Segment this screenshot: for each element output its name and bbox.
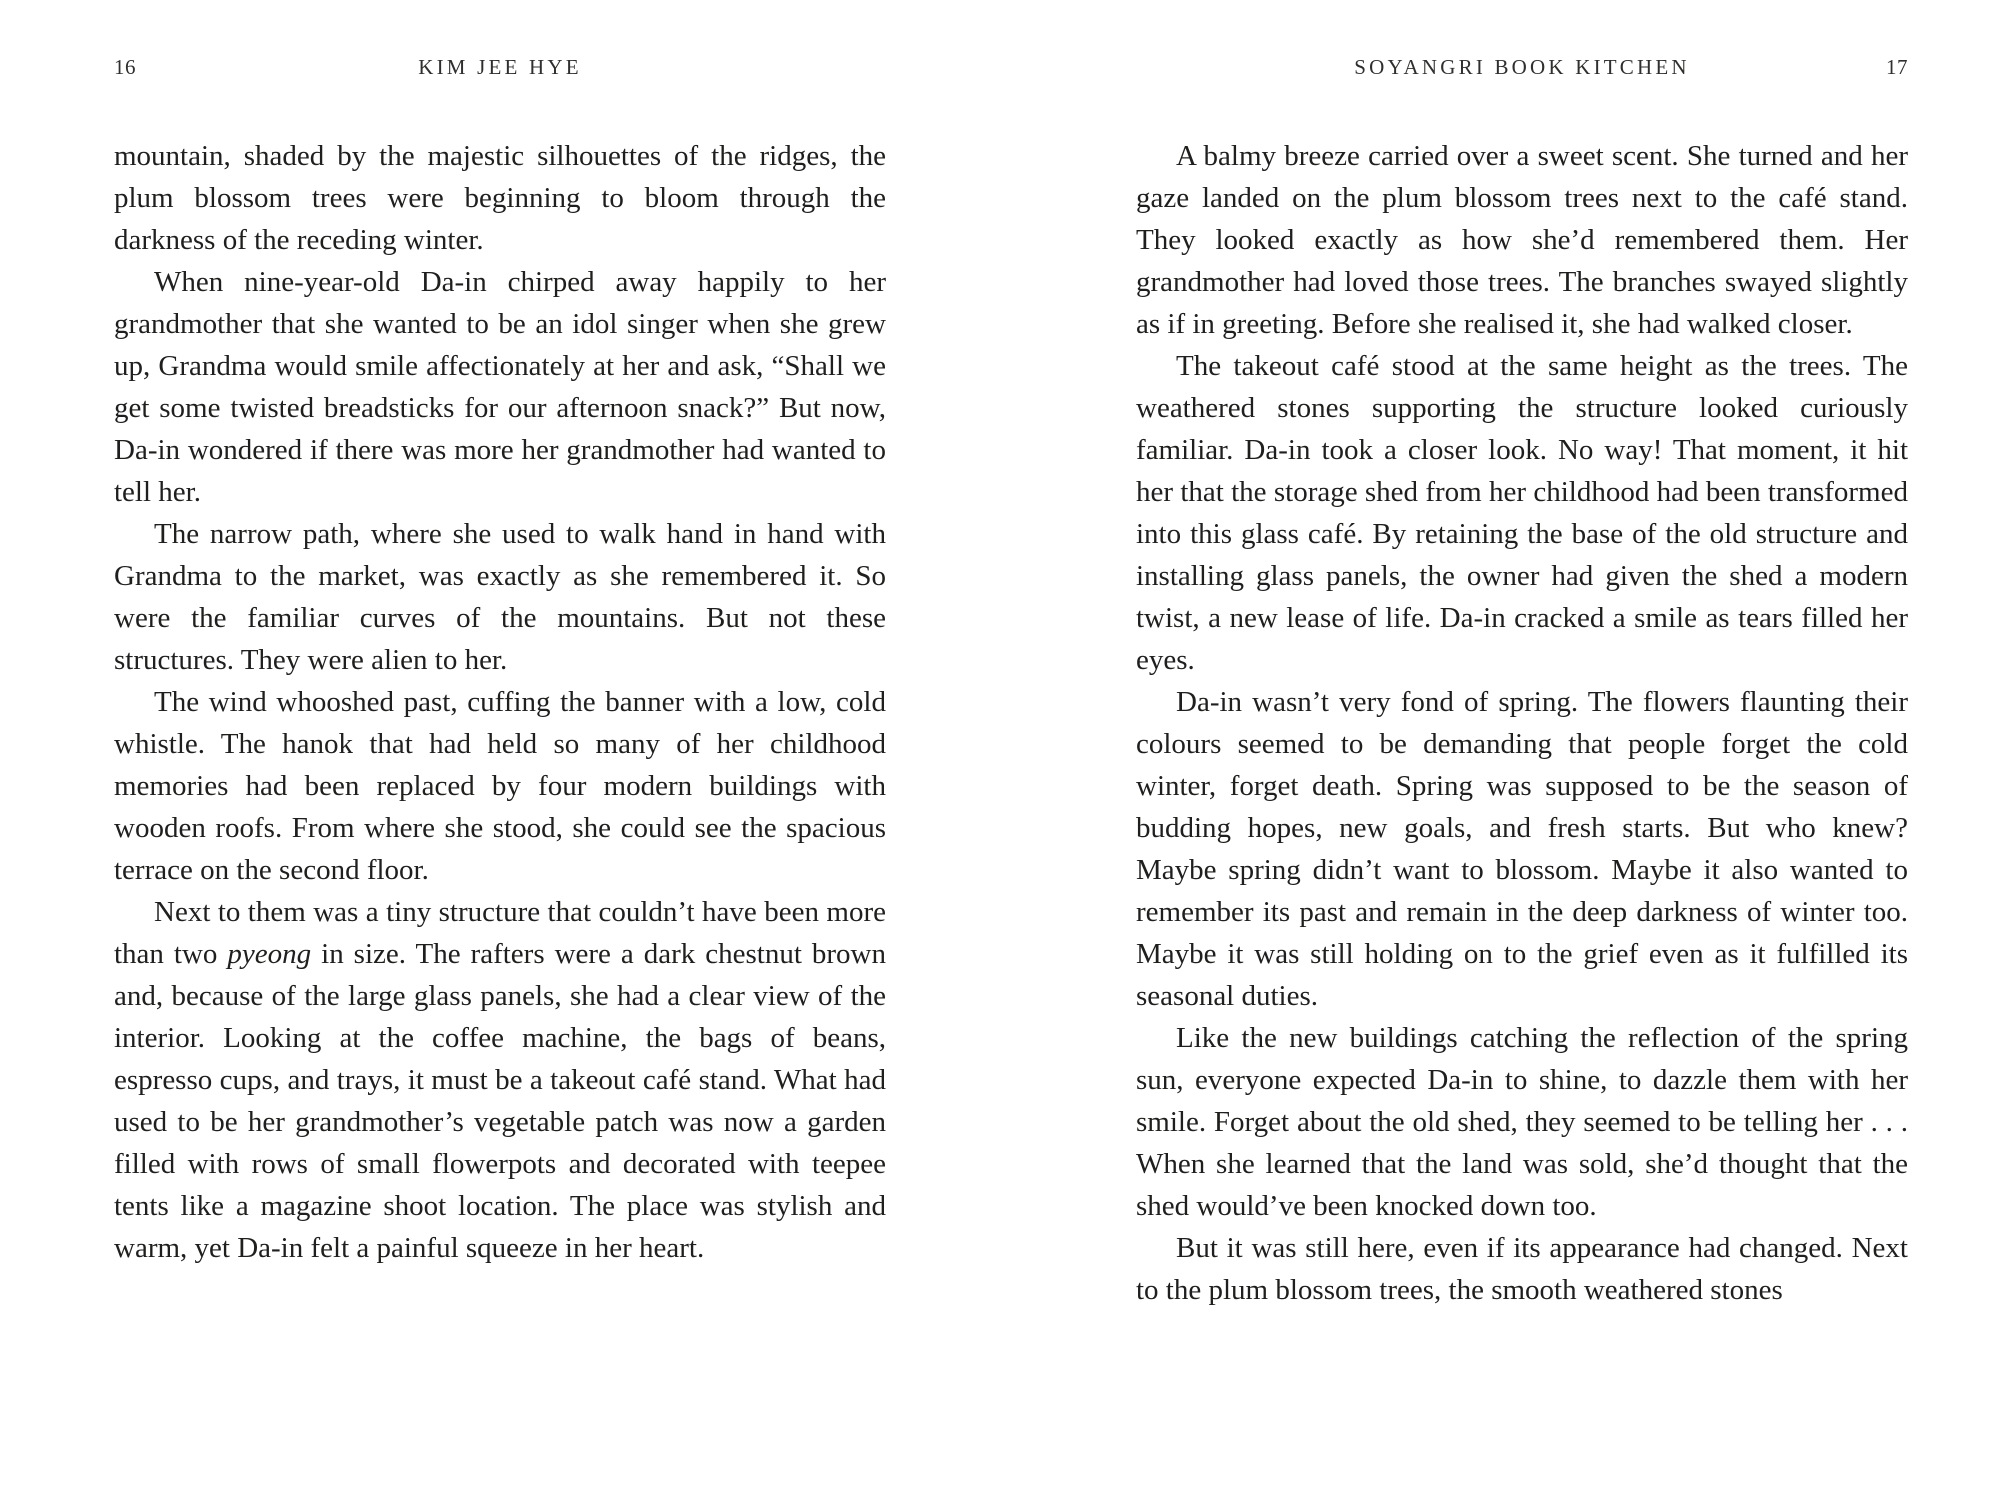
body-text: The narrow path, where she used to walk hand in hand with Grandma to the market, was exactly as she remembered it. So were the familiar curves of the mountains. But not these structures. They were alien to her. [114,518,886,676]
paragraph [1136,135,1908,345]
italic-text: pyeong [227,938,312,970]
page-body-left [114,135,886,1269]
page-header-left [114,55,886,85]
body-text: Da-in wasn’t very fond of spring. The flowers flaunting their colours seemed to be demanding that people forget the cold winter, forget death. Spring was supposed to be the season of budding hopes, new goals, and fresh starts. But who knew? Maybe spring didn’t want to blossom. Maybe it also wanted to remember its past and remain in the deep darkness of winter too. Maybe it was still holding on to the grief even as it fulfilled its seasonal duties. [1136,686,1908,1012]
body-text: When nine-year-old Da-in chirped away happily to her grandmother that she wanted to be an idol singer when she grew up, Grandma would smile affectionately at her and ask, “Shall we get some twisted breadsticks for our afternoon snack?” But now, Da-in wondered if there was more her grandmother had wanted to tell her. [114,266,886,508]
paragraph [114,891,886,1269]
paragraph [114,681,886,891]
page-right [1000,0,2000,1500]
paragraph [1136,345,1908,681]
body-text: The wind whooshed past, cuffing the banner with a low, cold whistle. The hanok that had held so many of her childhood memories had been replaced by four modern buildings with wooden roofs. From where she stood, she could see the spacious terrace on the second floor. [114,686,886,886]
body-text: But it was still here, even if its appearance had changed. Next to the plum blossom trees, the smooth weathered stones [1136,1232,1908,1306]
page-body-right [1136,135,1908,1311]
body-text: in size. The rafters were a dark chestnut brown and, because of the large glass panels, she had a clear view of the interior. Looking at the coffee machine, the bags of beans, espresso cups, and trays, it must be a takeout café stand. What had used to be her grandmother’s vegetable patch was now a garden filled with rows of small flowerpots and decorated with teepee tents like a magazine shoot location. The place was stylish and warm, yet Da-in felt a painful squeeze in her heart. [114,938,887,1264]
body-text: Like the new buildings catching the reflection of the spring sun, everyone expected Da-in to shine, to dazzle them with her smile. Forget about the old shed, they seemed to be telling her . . . When she learned that the land was sold, she’d thought that the shed would’ve been knocked down too. [1136,1022,1908,1222]
paragraph [114,261,886,513]
running-header-author: KIM JEE HYE [418,55,582,79]
paragraph [1136,1227,1908,1311]
body-text: A balmy breeze carried over a sweet scent. She turned and her gaze landed on the plum blossom trees next to the café stand. They looked exactly as how she’d remembered them. Her grandmother had loved those trees. The branches swayed slightly as if in greeting. Before she realised it, she had walked closer. [1136,140,1908,340]
page-number-right: 17 [1886,55,1908,79]
running-header-title: SOYANGRI BOOK KITCHEN [1354,55,1690,79]
page-number-left: 16 [114,55,136,79]
paragraph [1136,1017,1908,1227]
paragraph [114,513,886,681]
body-text: The takeout café stood at the same height as the trees. The weathered stones supporting the structure looked curiously familiar. Da-in took a closer look. No way! That moment, it hit her that the storage shed from her childhood had been transformed into this glass café. By retaining the base of the old structure and installing glass panels, the owner had given the shed a modern twist, a new lease of life. Da-in cracked a smile as tears filled her eyes. [1136,350,1908,676]
body-text: Next to them was a tiny structure that couldn’t have been more than two [114,896,886,970]
page-header-right [1136,55,1908,85]
paragraph [114,135,886,261]
paragraph [1136,681,1908,1017]
body-text: mountain, shaded by the majestic silhouettes of the ridges, the plum blossom trees were beginning to bloom through the darkness of the receding winter. [114,140,886,256]
